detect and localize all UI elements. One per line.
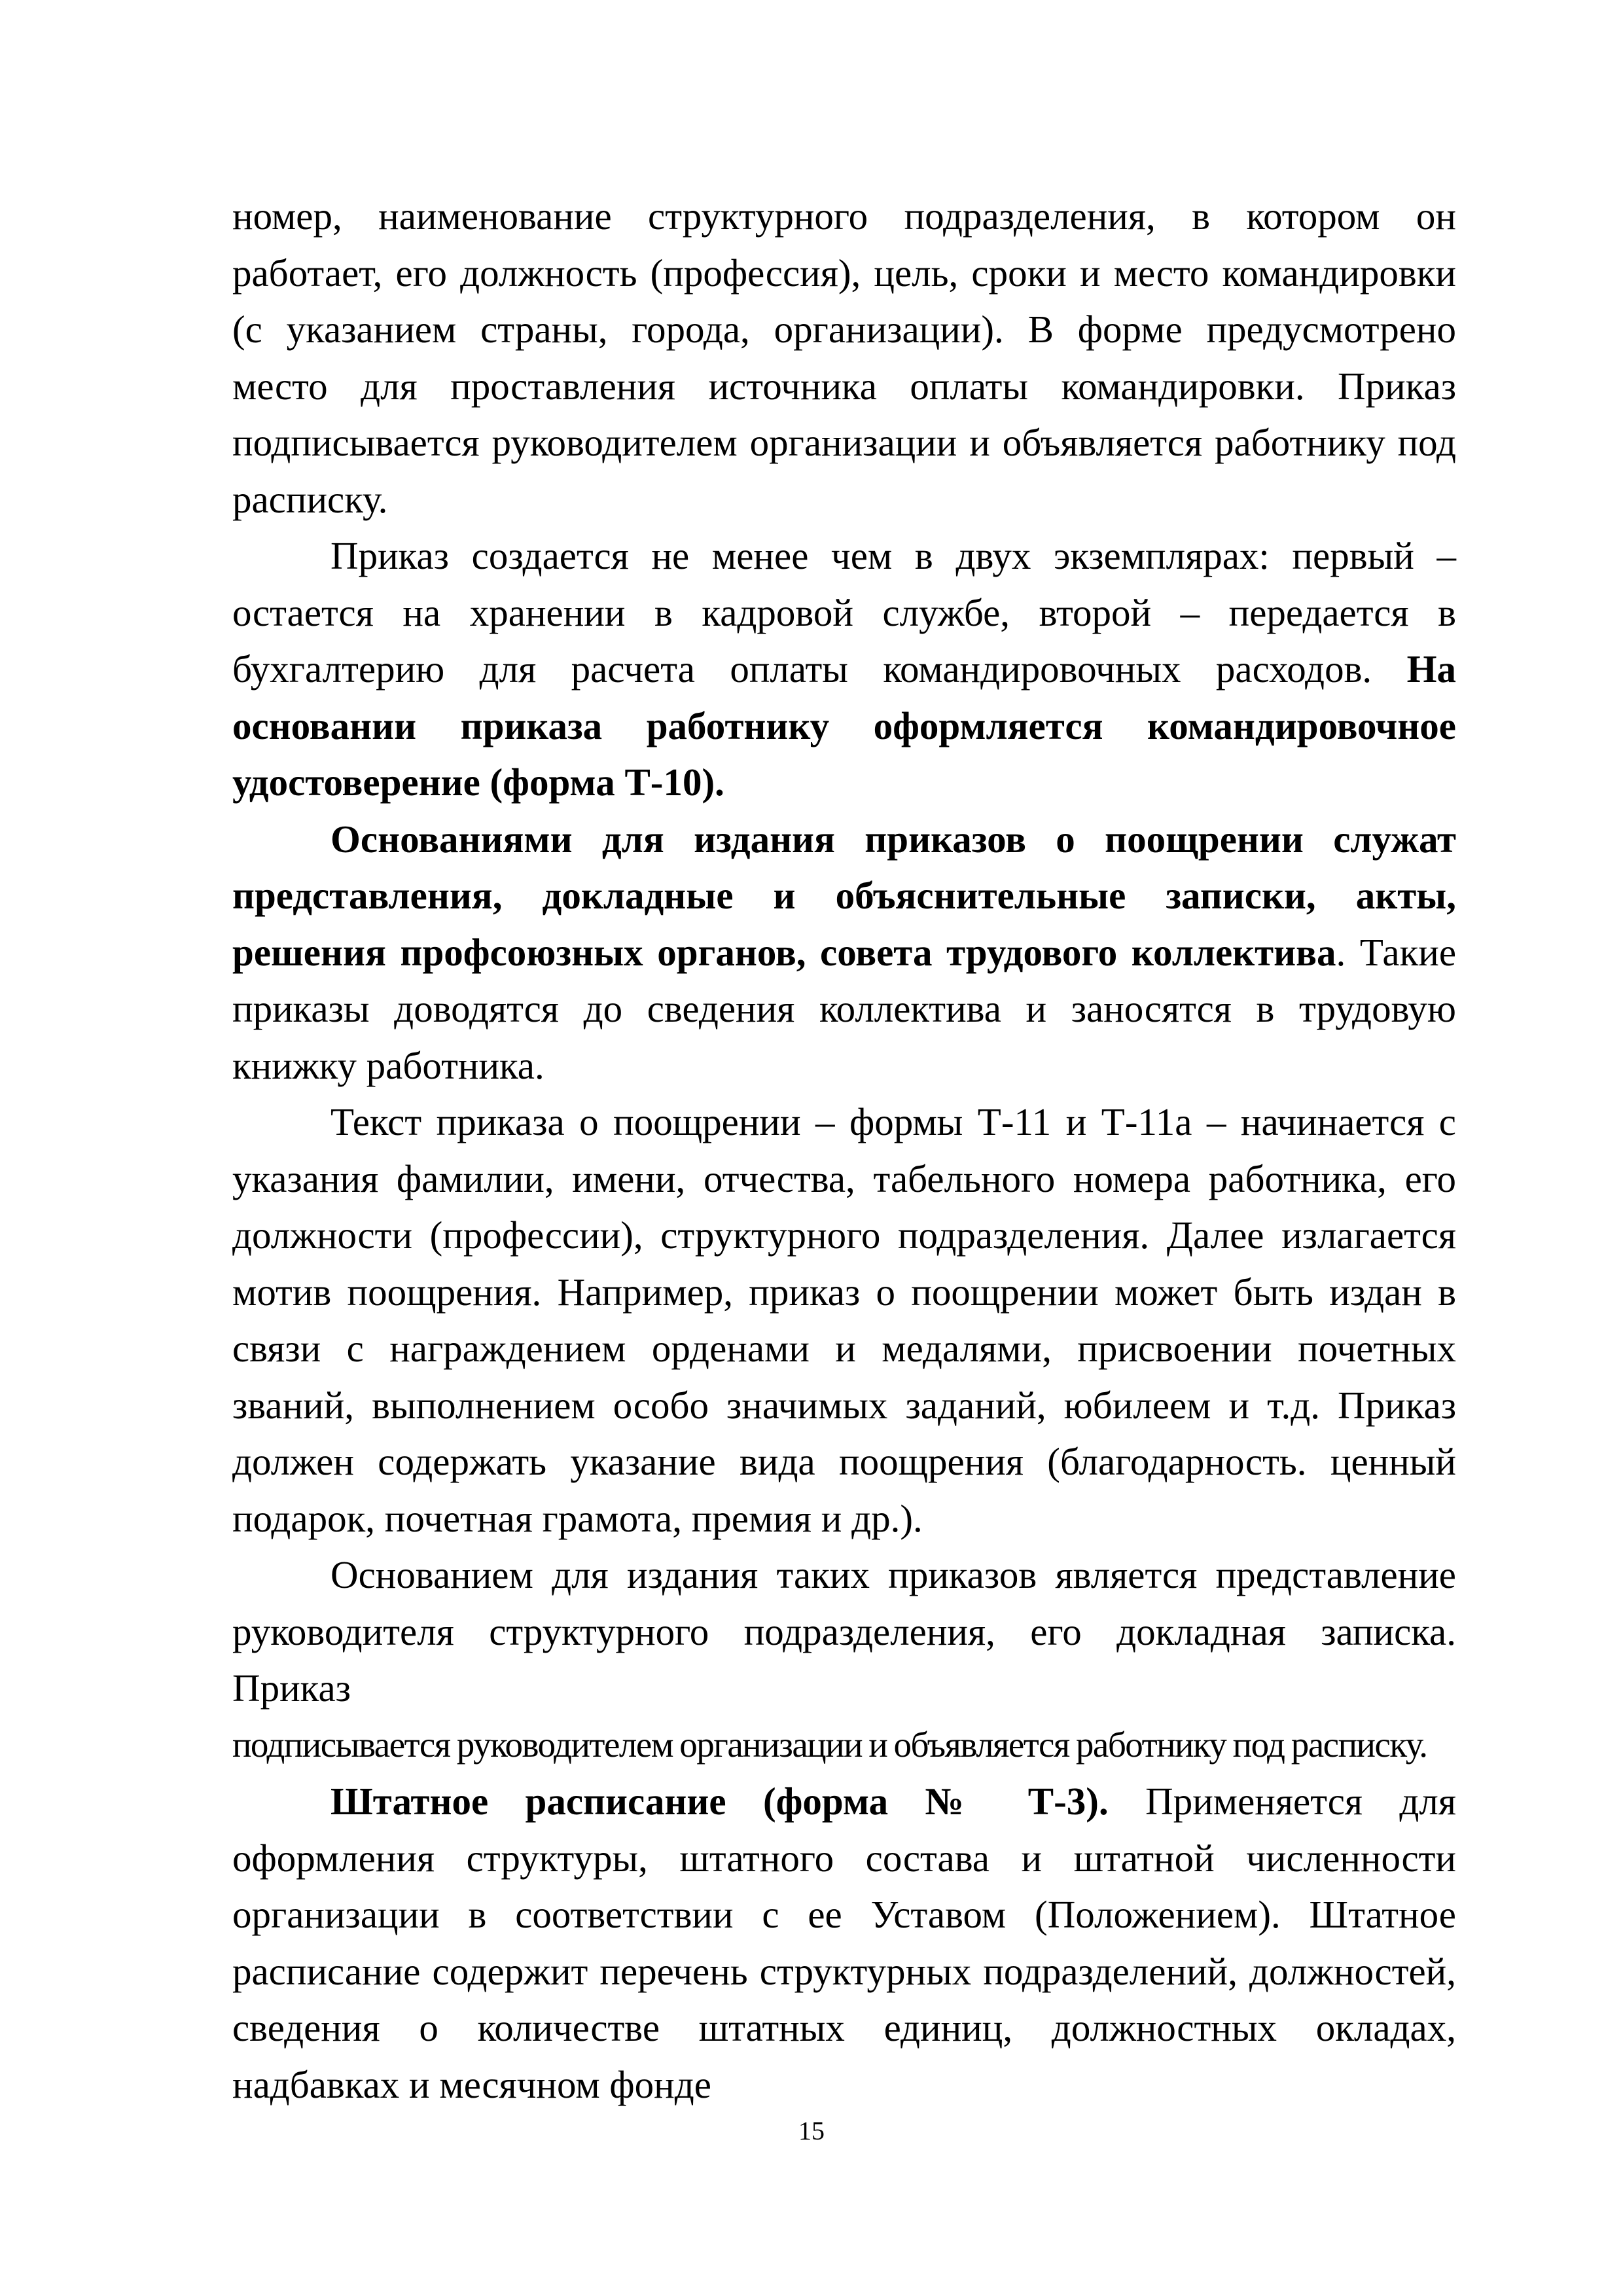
paragraph-staff-schedule [232,1773,1456,2113]
paragraph-bold-text: На основании приказа работнику оформляется командировочное удостоверение (форма Т-10). [232,647,1456,804]
paragraph-bold-text: Штатное расписание (форма № Т-3). [330,1780,1109,1823]
page-number: 15 [798,2116,825,2145]
document-body [232,188,1456,2113]
paragraph-bold-text: Основаниями для издания приказов о поощрении служат представления, докладные и объяснительные записки, акты, решения профсоюзных органов, совета трудового коллектива [232,817,1456,974]
paragraph-text: Текст приказа о поощрении – формы Т-11 и Т-11а – начинается с указания фамилии, имени, отчества, табельного номера работника, его должности (профессии), структурного подразделения. Далее излагается мотив поощрения. Например, приказ о поощрении может быть издан в связи с награждением орденами и медалями, присвоении почетных званий, выполнением особо значимых заданий, юбилеем и т.д. Приказ должен содержать указание вида поощрения (благодарность. ценный подарок, почетная грамота, премия и др.). [232,1100,1456,1540]
paragraph-order-copies [232,528,1456,811]
paragraph-text: подписывается руководителем организации и объявляется работнику под расписку. [232,1724,1427,1765]
paragraph-incentive-basis-continued [232,1717,1456,1774]
paragraph-text: номер, наименование структурного подразделения, в котором он работает, его должность (профессия), цель, сроки и место командировки (с указанием страны, города, организации). В форме предусмотрено место для проставления источника оплаты командировки. Приказ подписывается руководителем организации и объявляется работнику под расписку. [232,194,1456,521]
paragraph-text: Основанием для издания таких приказов является представление руководителя структурного подразделения, его докладная записка. Приказ [232,1553,1456,1710]
paragraph-incentive-grounds [232,811,1456,1094]
paragraph-incentive-basis [232,1547,1456,1717]
paragraph-trip-order-details [232,188,1456,528]
paragraph-incentive-order-text [232,1094,1456,1547]
paragraph-text: Применяется для оформления структуры, штатного состава и штатной численности организации в соответствии с ее Уставом (Положением). Штатное расписание содержит перечень структурных подразделений, должностей, сведения о количестве штатных единиц, должностных окладах, надбавках и месячном фонде [232,1780,1457,2106]
paragraph-text: Приказ создается не менее чем в двух экземплярах: первый – остается на хранении в кадровой службе, второй – передается в бухгалтерию для расчета оплаты командировочных расходов. [232,534,1456,691]
paragraph-text: . Такие приказы доводятся до сведения коллектива и заносятся в трудовую книжку работника. [232,930,1457,1087]
